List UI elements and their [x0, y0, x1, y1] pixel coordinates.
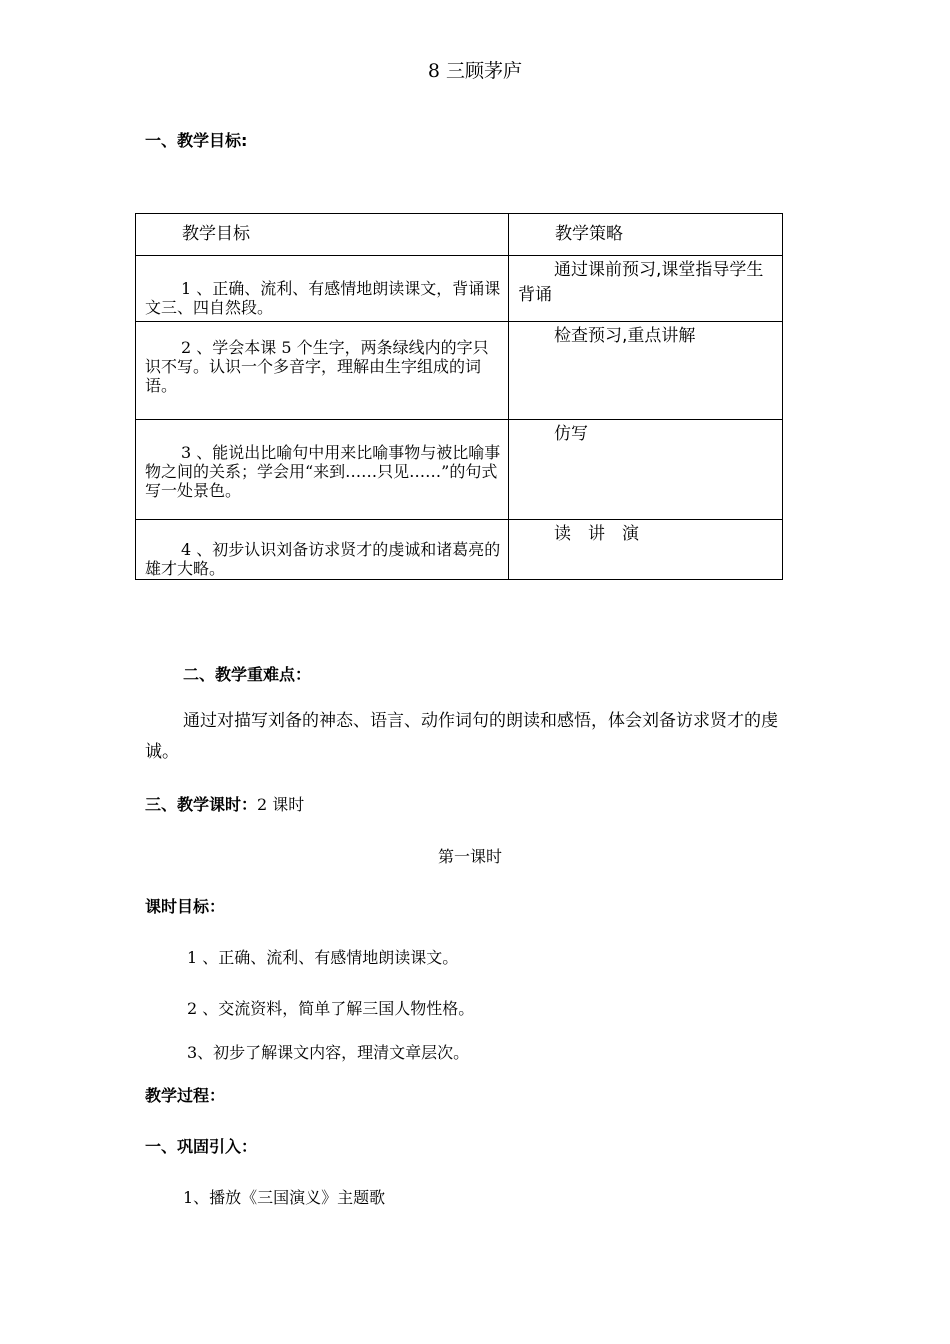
table-row [136, 520, 783, 580]
strategy-text: 读 讲 演 [554, 524, 639, 544]
strategy-text: 仿写 [554, 424, 588, 444]
table-header-row [136, 214, 783, 256]
step-item: 1、播放《三国演义》主题歌 [183, 1188, 386, 1207]
lesson-goal-item: 3、初步了解课文内容，理清文章层次。 [187, 1043, 470, 1062]
goal-cell [136, 520, 509, 580]
goal-text: 4 、初步认识刘备访求贤才的虔诚和诸葛亮的雄才大略。 [145, 540, 501, 578]
goal-cell [136, 256, 509, 322]
table-row [136, 322, 783, 420]
strategy-text: 检查预习,重点讲解 [554, 326, 696, 346]
class-hours-line [145, 792, 304, 815]
table-row [136, 256, 783, 322]
header-goal: 教学目标 [136, 214, 509, 256]
class-hours-value: 2 课时 [257, 795, 305, 814]
teaching-process-heading: 教学过程： [145, 1086, 226, 1105]
lesson-goals-heading: 课时目标： [145, 897, 226, 916]
section-heading-teaching-goals: 一、教学目标: [145, 131, 248, 150]
section-heading-key-points: 二、教学重难点： [183, 665, 312, 684]
goal-cell [136, 322, 509, 420]
strategy-text: 通过课前预习,课堂指导学生背诵 [518, 260, 764, 305]
class-hours-label: 三、教学课时： [145, 795, 258, 814]
strategy-cell [509, 520, 783, 580]
strategy-cell [509, 322, 783, 420]
key-points-paragraph: 通过对描写刘备的神态、语言、动作词句的朗读和感悟，体会刘备访求贤才的虔诚。 [145, 711, 778, 762]
lesson-goal-item: 2 、交流资料，简单了解三国人物性格。 [187, 999, 475, 1018]
goal-text: 2 、学会本课 5 个生字，两条绿线内的字只识不写。认识一个多音字，理解由生字组成的词语。 [145, 338, 489, 395]
strategy-cell [509, 256, 783, 322]
goal-text: 1 、正确、流利、有感情地朗读课文，背诵课文三、四自然段。 [145, 279, 501, 317]
document-title: 8 三顾茅庐 [427, 60, 523, 82]
header-strategy: 教学策略 [509, 214, 783, 256]
table-row [136, 420, 783, 520]
lesson-goal-item: 1 、正确、流利、有感情地朗读课文。 [187, 948, 459, 967]
teaching-goals-table [135, 213, 783, 580]
goal-text: 3 、能说出比喻句中用来比喻事物与被比喻事物之间的关系；学会用“来到……只见……”的句式写一处景色。 [145, 443, 501, 500]
goal-cell [136, 420, 509, 520]
strategy-cell [509, 420, 783, 520]
step-heading-review: 一、巩固引入： [145, 1137, 258, 1156]
lesson-title: 第一课时 [437, 847, 502, 866]
